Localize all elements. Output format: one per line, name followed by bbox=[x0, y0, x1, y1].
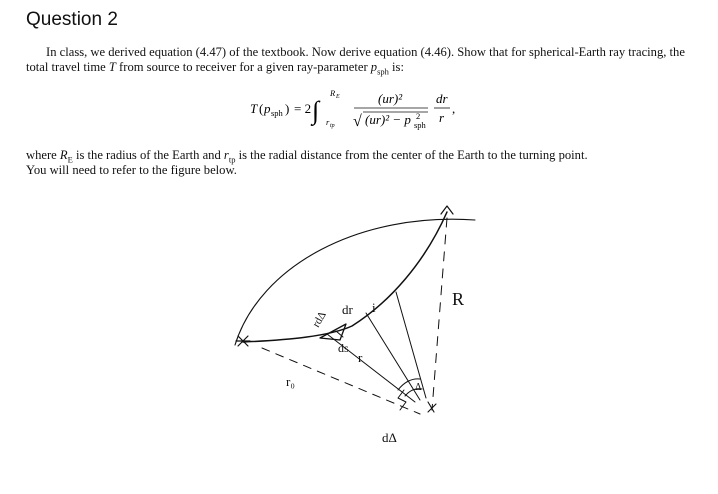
eq-lower-limit-sub: tp bbox=[330, 123, 335, 129]
label-R: R bbox=[452, 289, 465, 309]
paragraph-text: is the radial distance from the center of the Earth to the turning point. bbox=[235, 148, 588, 162]
paragraph-text: You will need to refer to the figure below. bbox=[26, 163, 237, 177]
math-subscript-tp: tp bbox=[228, 154, 236, 165]
paragraph-text: In class, we derived equation (4.47) of the textbook. Now derive equation (4.46). Show that for spherical-Earth ray tracing, the total travel time bbox=[26, 45, 685, 74]
d-delta-pointer bbox=[398, 390, 406, 410]
paragraph-text: where bbox=[26, 148, 60, 162]
eq-lhs-sub: sph bbox=[271, 108, 283, 118]
label-r: r bbox=[358, 350, 363, 365]
math-symbol-R: R bbox=[59, 148, 68, 162]
travel-time-equation bbox=[0, 86, 718, 132]
radius-line-2 bbox=[366, 313, 420, 400]
eq-denominator-sup: 2 bbox=[416, 111, 421, 121]
math-symbol-T: T bbox=[108, 60, 116, 74]
label-d-delta: dΔ bbox=[382, 430, 397, 445]
eq-upper-limit: R bbox=[330, 88, 336, 98]
question-heading: Question 2 bbox=[26, 9, 118, 30]
eq-denominator-sub: sph bbox=[414, 120, 426, 130]
label-r-tp: r₀ bbox=[286, 374, 295, 389]
label-i: i bbox=[372, 300, 376, 315]
eq-denominator: (ur)² − p bbox=[365, 112, 411, 127]
radius-line-3 bbox=[396, 292, 426, 398]
eq-lhs-T: T bbox=[250, 101, 258, 116]
math-subscript-sph: sph bbox=[377, 66, 389, 77]
eq-r: r bbox=[439, 110, 445, 125]
eq-comma: , bbox=[452, 101, 456, 116]
eq-dr: dr bbox=[436, 91, 448, 106]
eq-equals-two: = 2 bbox=[294, 101, 312, 116]
eq-upper-limit-sub: E bbox=[336, 94, 340, 100]
paragraph-text: is: bbox=[388, 60, 404, 74]
eq-lhs-open: ( bbox=[259, 101, 264, 116]
eq-lower-limit: r bbox=[326, 117, 330, 127]
eq-lhs-p: p bbox=[264, 101, 271, 116]
label-ds: ds bbox=[338, 341, 349, 355]
math-symbol-r: r bbox=[223, 148, 229, 162]
eq-integral: ∫ bbox=[312, 96, 320, 125]
paragraph-text: is the radius of the Earth and bbox=[72, 148, 224, 162]
ray-path bbox=[243, 212, 447, 342]
earth-radius-line bbox=[432, 218, 447, 410]
eq-numerator: (ur)² bbox=[378, 91, 403, 106]
eq-sqrt-sign: √ bbox=[353, 113, 362, 130]
label-delta: Δ bbox=[415, 382, 422, 393]
label-dr: dr bbox=[342, 302, 353, 317]
paragraph-text: from source to receiver for a given ray-parameter bbox=[115, 60, 371, 74]
math-subscript-E: E bbox=[67, 154, 73, 165]
ray-geometry-figure bbox=[0, 190, 718, 494]
question-paragraph bbox=[26, 45, 688, 75]
label-r-d-delta: rdΔ bbox=[310, 309, 329, 330]
eq-lhs-close: ) bbox=[285, 101, 290, 116]
question-paragraph-2 bbox=[26, 148, 688, 178]
math-symbol-p: p bbox=[370, 60, 378, 74]
